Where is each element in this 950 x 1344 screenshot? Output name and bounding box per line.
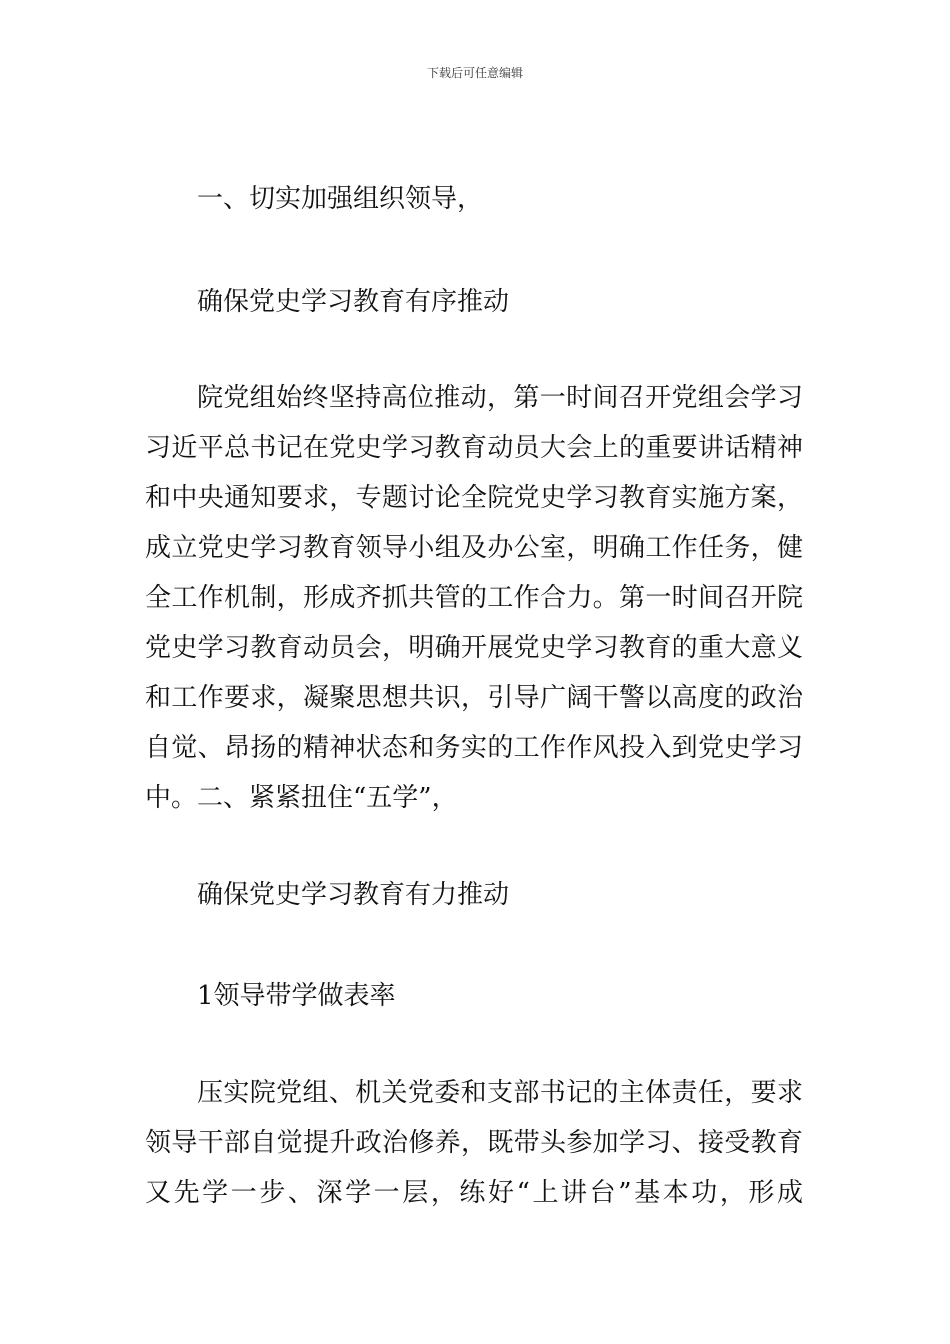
paragraph-line: 自觉、昂扬的精神状态和务实的工作作风投入到党史学习 xyxy=(145,733,803,763)
paragraph-line: 压实院党组、机关党委和支部书记的主体责任，要求 xyxy=(197,1078,803,1108)
paragraph-line: 中。二、紧紧扭住“五学”， xyxy=(145,783,458,813)
paragraph-line: 全工作机制，形成齐抓共管的工作合力。第一时间召开院 xyxy=(145,583,803,613)
paragraph-line: 和中央通知要求，专题讨论全院党史学习教育实施方案， xyxy=(145,483,803,513)
paragraph-line: 党史学习教育动员会，明确开展党史学习教育的重大意义 xyxy=(145,633,803,663)
paragraph-line: 成立党史学习教育领导小组及办公室，明确工作任务，健 xyxy=(145,533,803,563)
paragraph-line: 和工作要求，凝聚思想共识，引导广阔干警以高度的政治 xyxy=(145,683,803,713)
paragraph-line: 院党组始终坚持高位推动，第一时间召开党组会学习 xyxy=(197,383,803,413)
section-heading-1: 一、切实加强组织领导， xyxy=(197,184,484,214)
section-heading-1-subtitle: 确保党史学习教育有序推动 xyxy=(197,287,510,317)
paragraph-line: 习近平总书记在党史学习教育动员大会上的重要讲话精神 xyxy=(145,433,803,463)
header-note: 下载后可任意编辑 xyxy=(426,66,523,80)
paragraph-line: 领导干部自觉提升政治修养，既带头参加学习、接受教育 xyxy=(145,1128,803,1158)
subheading-1: 1领导带学做表率 xyxy=(197,981,396,1011)
paragraph-line: 又先学一步、深学一层，练好“上讲台”基本功，形成 xyxy=(145,1178,803,1208)
section-heading-2-subtitle: 确保党史学习教育有力推动 xyxy=(197,880,510,910)
